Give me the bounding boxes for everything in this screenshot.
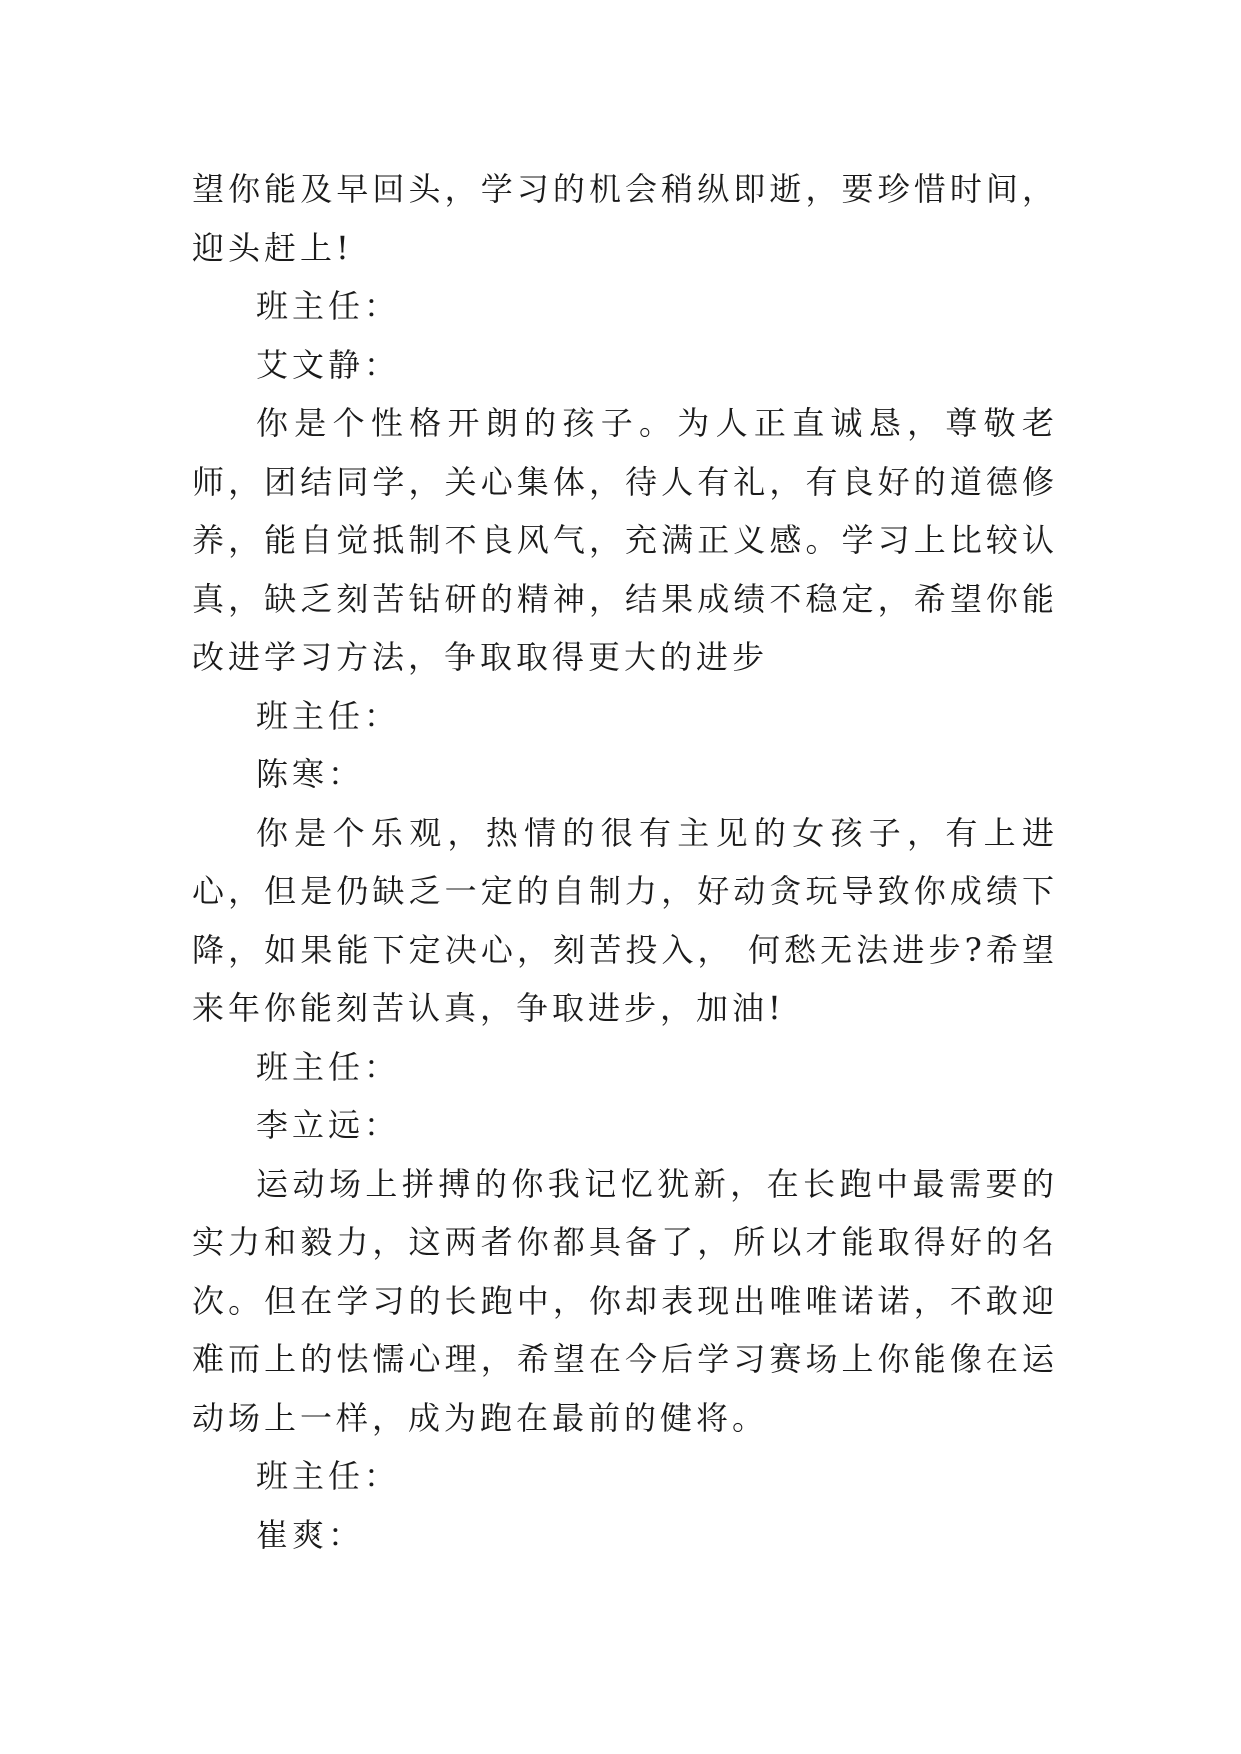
student-name-heading: 艾文静：: [256, 345, 401, 384]
signature-label-head-teacher: 班主任：: [256, 287, 401, 325]
signature-label-head-teacher: 班主任：: [256, 1047, 401, 1086]
comment-paragraph: 你是个乐观，热情的很有主见的女孩子，有上进心，但是仍缺乏一定的自制力，好动贪玩导致你成绩下降，如果能下定决心，刻苦投入， 何愁无法进步?希望来年你能刻苦认真，争取进步，加油!: [192, 813, 1058, 1027]
student-name-heading: 李立远：: [256, 1106, 401, 1144]
comment-paragraph: 运动场上拼搏的你我记忆犹新，在长跑中最需要的实力和毅力，这两者你都具备了，所以才能取得好的名次。但在学习的长跑中，你却表现出唯唯诺诺，不敢迎难而上的怯懦心理，希望在今后学习赛场上你能像在运动场上一样，成为跑在最前的健将。: [192, 1164, 1058, 1437]
student-name-heading: 崔爽：: [256, 1515, 365, 1554]
paragraph-continuation: 望你能及早回头，学习的机会稍纵即逝，要珍惜时间，迎头赶上!: [192, 170, 1058, 267]
signature-label-head-teacher: 班主任：: [256, 696, 401, 735]
student-name-heading: 陈寒：: [256, 755, 365, 793]
signature-label-head-teacher: 班主任：: [256, 1457, 401, 1495]
comment-paragraph: 你是个性格开朗的孩子。为人正直诚恳，尊敬老师，团结同学，关心集体，待人有礼，有良好的道德修养，能自觉抵制不良风气，充满正义感。学习上比较认真，缺乏刻苦钻研的精神，结果成绩不稳定，希望你能改进学习方法，争取取得更大的进步: [192, 404, 1058, 676]
document-body: [192, 160, 1058, 1564]
